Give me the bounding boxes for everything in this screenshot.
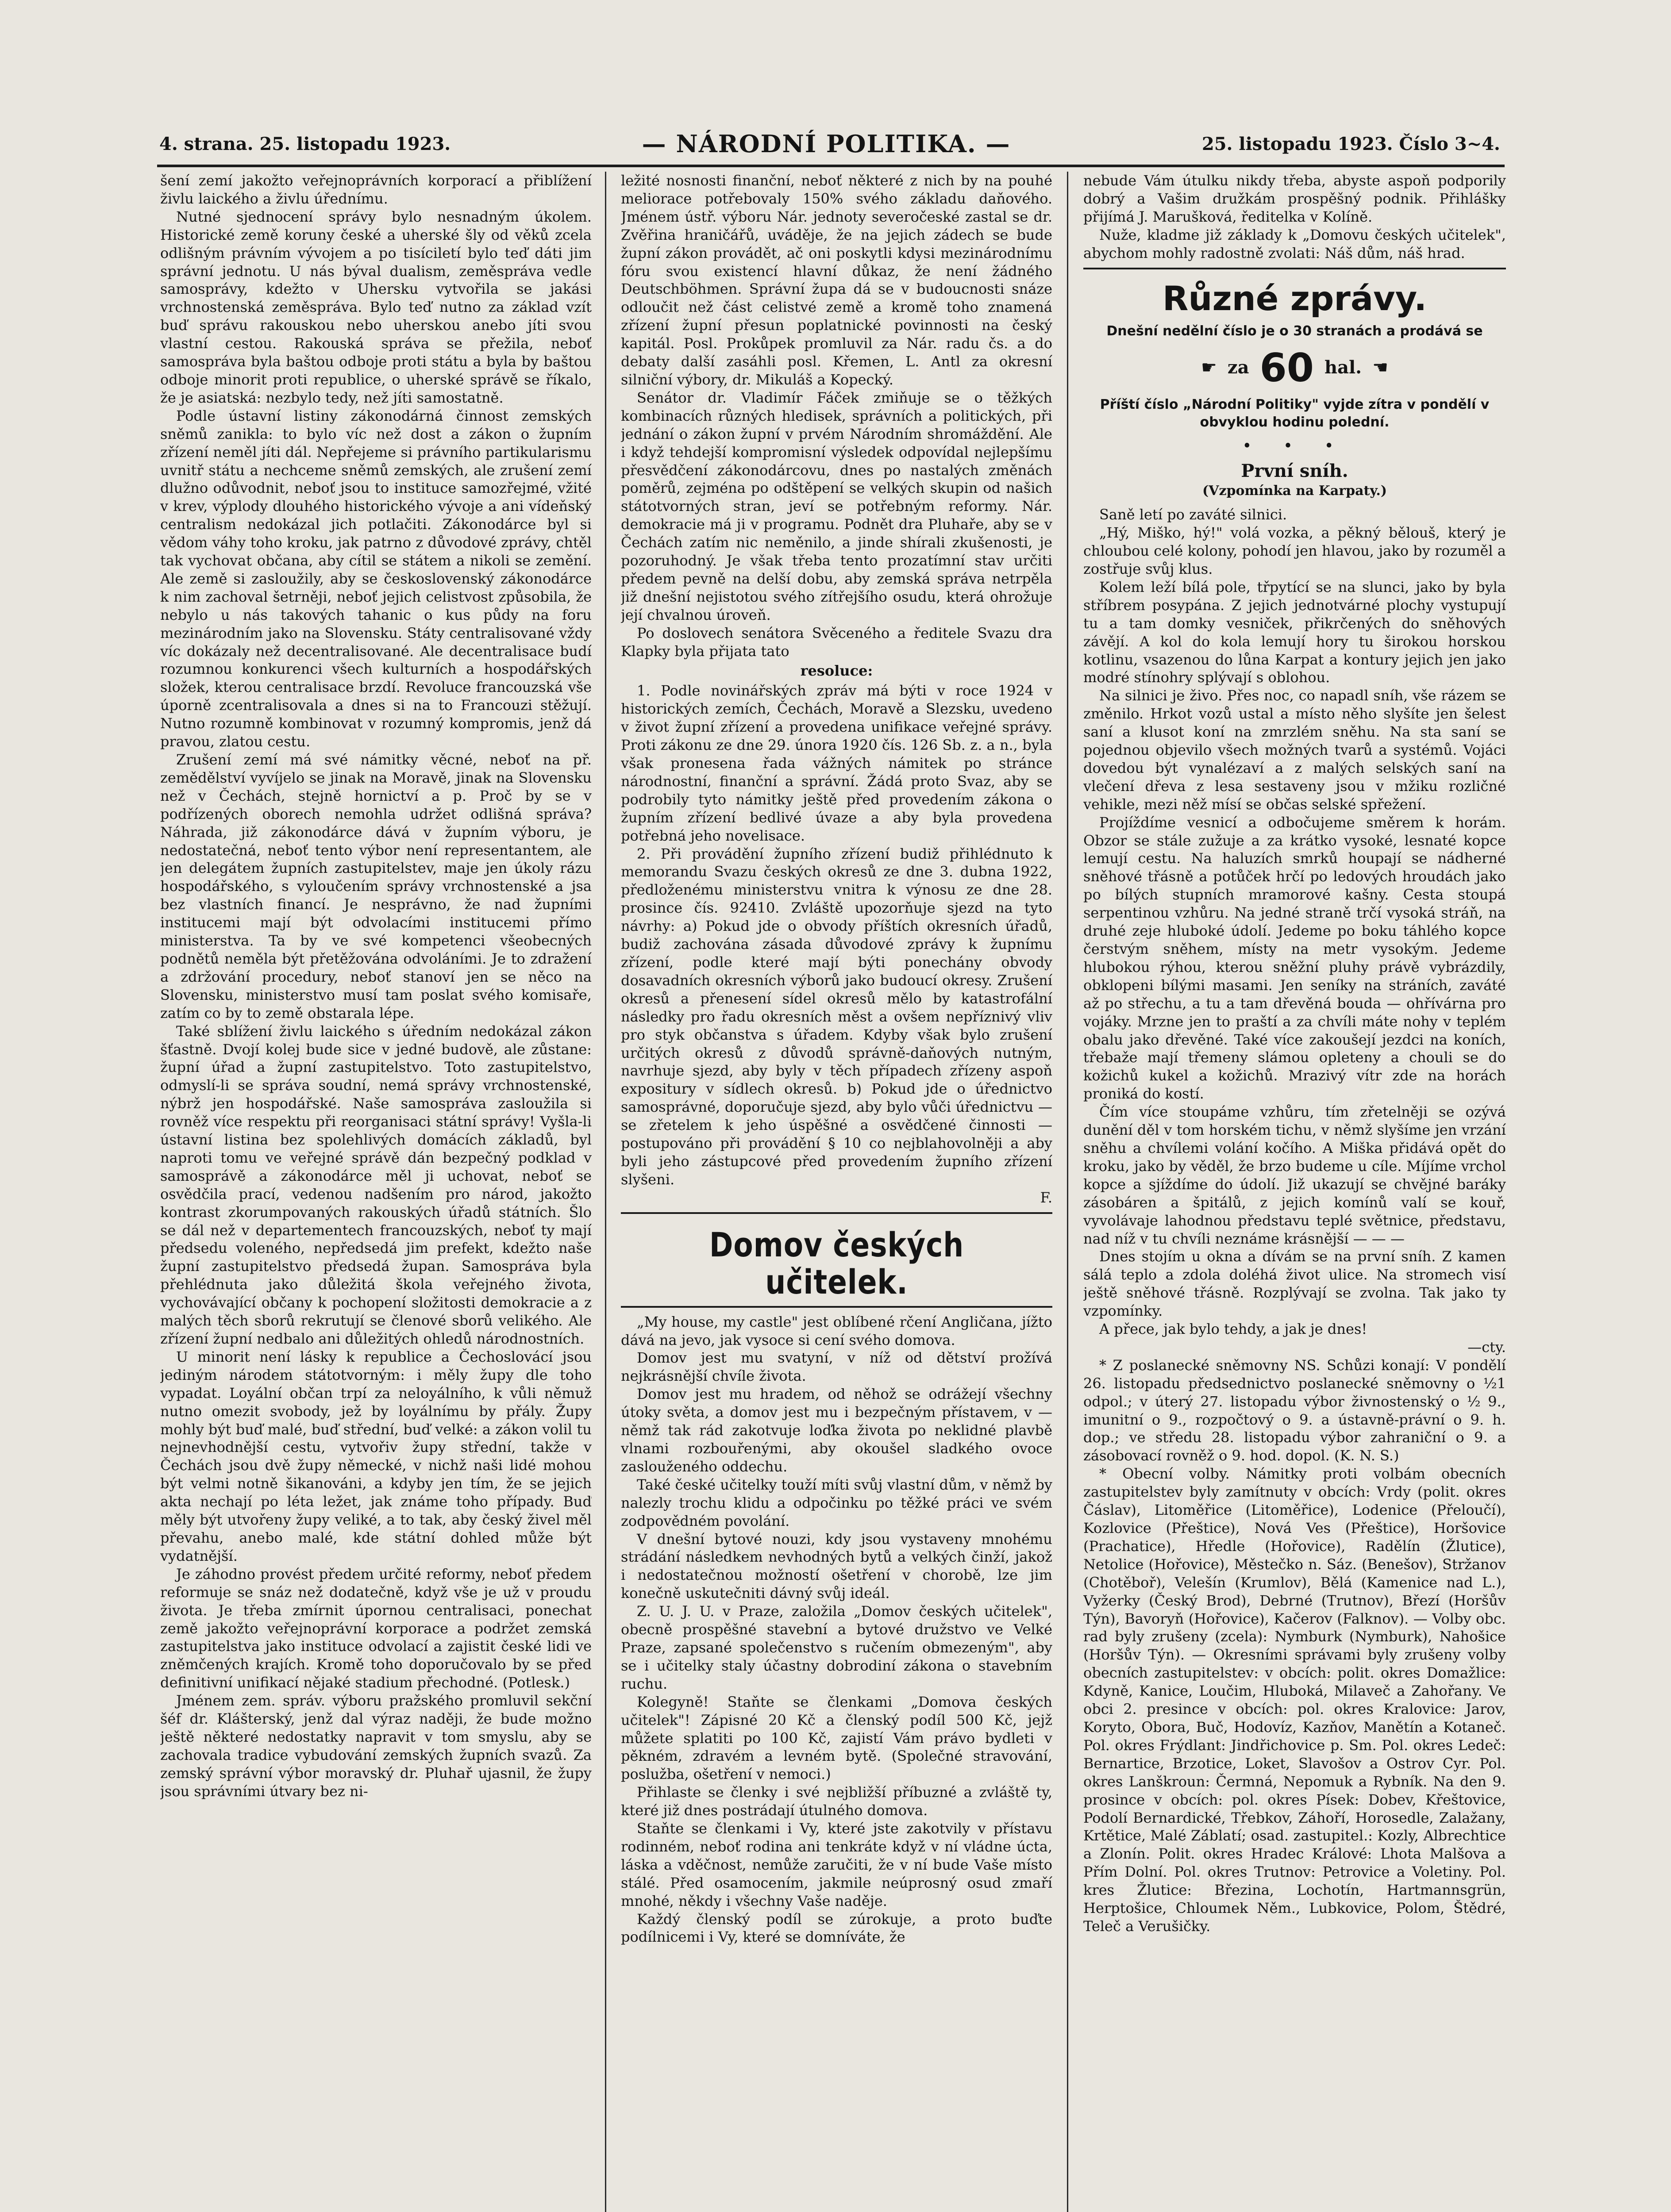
paragraph: U minorit není lásky k republice a Čechoslovácí jsou jediným národem státotvorným: i měly župy dle toho vypadat. Loyální občan trpí za neloyálního, k vůli němuž nutno omezit svobody, jež by loyálnímu by přály. Župy mohly být buď malé, buď střední, buď velké: a zákon volil tu nejnevhodnější cestu, vytvořiv župy střední, takže v Čechách jsou dvě župy německé, v nichž naši lidé mohou být velmi notně šikanováni, a kdyby jen tím, že se jejich akta nechají po léta ležet, jak známe toho případy. Buď měly být utvořeny župy veliké, a to tak, aby český živel měl převahu, anebo malé, kde státní dohled může být vydatnější. <box>160 1348 592 1564</box>
pointing-hand-icon: ☚ <box>1372 357 1388 378</box>
paragraph: Dnes stojím u okna a dívám se na první sníh. Z kamen sálá teplo a zdola doléhá život ulice. Na stromech visí ještě sněhové třásně. Rozplývají se zvolna. Tak jako ty vzpomínky. <box>1083 1248 1506 1320</box>
paragraph: Po doslovech senátora Svěceného a ředitele Svazu dra Klapky byla přijata tato <box>621 624 1052 660</box>
paragraph: Na silnici je živo. Přes noc, co napadl sníh, vše rázem se změnilo. Hrkot vozů ustal a místo něho slyšíte jen šelest saní a klusot koní na zmrzlém sněhu. Na sta saní se pojednou objevilo všech možných tvarů a systémů. Vojáci dovedou být vynalézaví a z malých selských saní na vlečení dřeva z lesa sestaveny jsou v mžiku rozličné vehikle, mezi něž mísí se občas selské spřežení. <box>1083 687 1506 813</box>
signature: —cty. <box>1467 1338 1506 1356</box>
paragraph: ležité nosnosti finanční, neboť některé z nich by na pouhé meliorace potřebovaly 150% svého základu daňového. Jménem ústř. výboru Nár. jednoty severočeské zastal se dr. Zvěřina hraničářů, uváděje, že na jejich zádech se bude župní zákon provádět, ač oni poskytli kdysi mezinárodnímu fóru svou existencí hlavní důkaz, že není žádného Deutschböhmen. Správní župa dá se v budoucnosti snáze odloučit než část celistvé země a kromě toho znamená zřízení župní přesun poplatnické povinnosti na český kapitál. Posl. Prokůpek promluvil za Nár. radu čs. a do debaty další zasáhli posl. Křemen, L. Antl za okresní silniční výbory, dr. Mikuláš a Kopecký. <box>621 172 1052 388</box>
section-heading: Různé zprávy. <box>1162 278 1427 318</box>
paragraph: Čím více stoupáme vzhůru, tím zřetelněji se ozývá dunění děl v tom horském tichu, v němž slyšíme jen vrzání sněhu a chvílemi volání kočího. A Miška přidává opět do kroku, jako by věděl, že brzo budeme u cíle. Míjíme vrchol kopce a sjíždíme do údolí. Již ukazují se chvějné baráky zásobáren a špitálů, z jejich komínů valí se kouř, vyvolávaje lahodnou představu teplé světnice, představu, nad níž v tu chvíli neznáme krásnější — — — <box>1083 1103 1506 1247</box>
section-title: Domov českých učitelek. <box>709 1225 964 1302</box>
column-1 <box>160 172 592 2212</box>
section-rule <box>621 1306 1052 1308</box>
paragraph: Senátor dr. Vladimír Fáček zmiňuje se o těžkých kombinacích různých hledisek, správních a politických, při jednání o zákon župní v prvém Národním shromáždění. Ale i když tehdejší kompromisní výsledek odpovídal nejlepšímu přesvědčení zákonodárcovu, dnes po nastalých změnách poměrů, zejména po odštěpení se velkých skupin od našich státotvorných stran, jeví se potřebným reformy. Nár. demokracie má ji v programu. Podnět dra Pluhaře, aby se v Čechách zatím nic neměnilo, a jinde shírali zkušenosti, je pozoruhodný. Je však třeba tento prozatímní stav určiti předem pevně na delší dobu, aby zemská správa netrpěla již dnešní nejistotou svého zítřejšího osudu, která ohrožuje její chvalnou úroveň. <box>621 389 1052 623</box>
next-issue-notice: Příští číslo „Národní Politiky" vyjde zítra v pondělí v obvyklou hodinu polední. <box>1100 396 1490 430</box>
paragraph: Také české učitelky touží míti svůj vlastní dům, v němž by nalezly trochu klidu a odpočinku po těžké práci ve svém zodpovědném povolání. <box>621 1476 1052 1529</box>
paragraph: nebude Vám útulku nikdy třeba, abyste aspoň podporily dobrý a Vašim družkám prospěšný podnik. Přihlášky přijímá J. Marušková, ředitelka v Kolíně. <box>1083 172 1506 225</box>
paragraph: Staňte se členkami i Vy, které jste zakotvily v přístavu rodinném, neboť rodina ani tenkráte když v ní vládne úcta, láska a vděčnost, nemůže zaručiti, že v ní bude Vaše místo stálé. Před osamocením, jakmile neúprosný osud zmaří mnohé, někdy i všechny Vaše naděje. <box>621 1820 1052 1909</box>
paragraph: Také sblížení živlu laického s úředním nedokázal zákon šťastně. Dvojí kolej bude sice v jedné budově, ale zůstane: župní úřad a župní zastupitelstvo. Toto zastupitelstvo, odmyslí-li se správa soudní, nemá správy vrchnostenské, nýbrž jen hospodářské. Naše samospráva zasloužila si rovněž více respektu při reorganisaci státní správy! Vyšla-li ústavní listina bez spolehlivých domácích základů, byl naproti tomu ve veřejné správě dán bezpečný podklad v samosprávě a zákonodárce měl ji uchovat, neboť se osvědčila prací, vedenou nadšením pro národ, jakožto kontrast zkorumpovaných rakouských úřadů státních. Šlo se dál než v departementech francouzských, neboť ty mají předsedu voleného, nepředsedá jim prefekt, kdežto naše župní zastupitelstvo předsedá župan. Samospráva byla přehlédnuta jako důležitá škola veřejného života, vychovávající občany k pochopení složitosti demokracie a z malých těch sborů rekrutují se členové sborů velikého. Ale zřízení župní nedbalo ani důležitých ohledů národnostních. <box>160 1022 592 1347</box>
article-title: První sníh. <box>1241 461 1348 482</box>
paragraph: Kolem leží bílá pole, třpytící se na slunci, jako by byla stříbrem posypána. Z jejich jednotvárné plochy vystupují tu a tam domky vesniček, přikrčených do sněhových závějí. A kol do kola lemují hory tu širokou horskou kotlinu, vsazenou do lůna Karpat a kontury jejich jen jako modré stínohry splývají s oblohou. <box>1083 578 1506 686</box>
price-line <box>1083 345 1506 391</box>
separator-dots: • • • <box>1242 437 1347 455</box>
paragraph: Nutné sjednocení správy bylo nesnadným úkolem. Historické země koruny české a uherské šly od věků zcela odlišným právním vývojem a po tisíciletí bylo teď dáti jim správní jednotu. U nás býval dualism, zeměspráva vedle samosprávy, kdežto v Uhersku vytvořila se jakási vrchnostenská zeměspráva. Bylo teď nutno za základ vzít buď správu rakouskou nebo uherskou anebo jíti svou vlastní cestou. Rakouská správa se přežila, neboť samospráva byla baštou odboje proti státu a byla by baštou odboje minorit proti republice, o uherské správě se říkalo, že je asiatská: nezbylo tedy, než jíti samostatně. <box>160 208 592 406</box>
paragraph: A přece, jak bylo tehdy, a jak je dnes! <box>1099 1321 1367 1338</box>
paragraph: Projíždíme vesnicí a odbočujeme směrem k horám. Obzor se stále zužuje a za krátko vysoké, lesnaté kopce lemují cestu. Na haluzích smrků houpají se nádherné sněhové třásně a potůček hrčí po ledových hroudách jako po bílých stupních mramorové kašny. Cesta stoupá serpentinou vzhůru. Na jedné straně trčí vysoká stráň, na druhé zeje hluboké údolí. Jedeme po boku táhlého kopce čerstvým sněhem, místy na metr vysokým. Jedeme hlubokou rýhou, kterou sněžní pluhy právě vybrázdily, obklopeni bílými masami. Jen seníky na stráních, zaváté až po střechu, a tu a tam dřevěná bouda — ohřívárna pro vojáky. Mrzne jen to praští a za chvíli máte nohy v teplém obalu jako dřevěné. Také více zakoušejí jezdci na koních, třebaže mají třemeny slámou opleteny a chouli se do kožichů kukel a kožichů. Mrazivý vítr zde na horách proniká do kostí. <box>1083 814 1506 1102</box>
paragraph: Zrušení zemí má své námitky věcné, neboť na př. zemědělství vyvíjelo se jinak na Moravě, jinak na Slovensku než v Čechách, stejně hornictví a p. Proč by se v podřízených oborech nemohla udržet odlišná správa? Náhrada, již zákonodárce dává v župním výboru, je nedostatečná, neboť tento výbor není representantem, ale jen delegátem župních zastupitelstev, maje jen úkoly rázu hospodářského, s vyloučením správy vrchnostenské a jsa bez vlastních financí. Je nesprávno, že nad župními institucemi mají být odvolacími institucemi přímo ministerstva. Ta by ve své kompetenci všeobecných podnětů neměla být přetěžována odvoláními. Je to zdražení a zdržování procedury, neboť stanoví jen se něco na Slovensku, ministerstvo musí tam poslat svého komisaře, zatím co by to země obstarala lépe. <box>160 751 592 1022</box>
paragraph: Saně letí po zaváté silnici. <box>1099 506 1287 523</box>
masthead <box>159 128 1500 159</box>
section-rule <box>621 1212 1052 1214</box>
column-divider <box>1067 172 1068 2212</box>
column-3 <box>1083 172 1506 2212</box>
paragraph: Z. U. J. U. v Praze, založila „Domov českých učitelek", obecně prospěšné stavební a bytové družstvo ve Velké Praze, zapsané společenstvo s ručením obmezeným", aby se i učitelky staly účastny dobrodiní zákona o stavebním ruchu. <box>621 1603 1052 1692</box>
newspaper-title: — NÁRODNÍ POLITIKA. — <box>642 130 1011 158</box>
resolution-label: resoluce: <box>800 662 873 680</box>
price-prefix: za <box>1227 357 1249 378</box>
paragraph: * Obecní volby. Námitky proti volbám obecních zastupitelstev byly zamítnuty v obcích: Vrdy (polit. okres Čáslav), Litoměřice (Litoměřice), Lodenice (Přeloučí), Kozlovice (Přeštice), Nová Ves (Přeštice), Horšovice (Prachatice), Hředle (Hořovice), Radělín (Žlutice), Netolice (Hořovice), Městečko n. Sáz. (Benešov), Stržanov (Chotěboř), Velešín (Krumlov), Bělá (Kamenice nad L.), Vyžerky (Český Brod), Debrné (Trutnov), Březí (Horšův Týn), Bavoryň (Hořovice), Kačerov (Falknov). — Volby obc. rad byly zrušeny (zcela): Nymburk (Nymburk), Nahošice (Horšův Týn). — Okresními správami byly zrušeny volby obecních zastupitelstev: v obcích: polit. okres Domažlice: Kdyně, Kanice, Loučim, Hluboká, Milaveč a Zahořany. Ve obci 2. presince v obcích: pol. okres Kralovice: Jarov, Koryto, Obora, Buč, Hodovíz, Kazňov, Manětín a Kotaneč. Pol. okres Frýdlant: Jindřichovice p. Sm. Pol. okres Ledeč: Bernartice, Brzotice, Loket, Slavošov a Ostrov Cyr. Pol. okres Lanškroun: Čermná, Nepomuk a Rybník. Na den 9. prosince v obcích: pol. okres Písek: Dobev, Křeštovice, Podolí Bernardické, Třebkov, Záhoří, Horosedle, Zalažany, Krtětice, Malé Záblatí; osad. zastupitel.: Kozly, Albrechtice a Zlonín. Polit. okres Hradec Králové: Lhota Malšova a Přím Dolní. Pol. okres Trutnov: Petrovice a Voletiny. Pol. kres Žlutice: Březina, Lochotín, Hartmannsgrün, Herptošice, Chloumek Něm., Lubkovice, Polom, Štědré, Teleč a Verušičky. <box>1083 1465 1506 1935</box>
paragraph: Je záhodno provést předem určité reformy, neboť předem reformuje se snáz než dodatečně, když vše je už v proudu života. Je třeba zmírnit úpornou centralisaci, ponechat země jakožto veřejnoprávní korporace a podržet zemská zastupitelstva jako instituce odvolací a zajistit české lidi ve zněmčených krajích. Kromě toho doporučovalo by se před definitivní unifikací nějaké stadium přechodné. (Potlesk.) <box>160 1565 592 1691</box>
paragraph: šení zemí jakožto veřejnoprávních korporací a přiblížení živlu laického a živlu úřednímu. <box>160 172 592 207</box>
paragraph: Domov jest mu svatyní, v níž od dětství prožívá nejkrásnější chvíle života. <box>621 1349 1052 1385</box>
paragraph: Přihlaste se členky i své nejbližší příbuzné a zvláště ty, které již dnes postrádají útulného domova. <box>621 1784 1052 1819</box>
paragraph: V dnešní bytové nouzi, kdy jsou vystaveny mnohému strádání následkem nevhodných bytů a velkých činží, jakož i nedostatečnou možností ošetření v chorobě, lze jim konečně uskutečniti dávný svůj ideál. <box>621 1530 1052 1602</box>
header-left: 4. strana. 25. listopadu 1923. <box>159 133 451 154</box>
header-right: 25. listopadu 1923. Číslo 3~4. <box>1201 133 1500 154</box>
price-value: 60 <box>1259 345 1314 391</box>
paragraph: 1. Podle novinářských zpráv má býti v roce 1924 v historických zemích, Čechách, Moravě a Slezsku, uvedeno v život župní zřízení a provedena unifikace veřejné správy. Proti zákonu ze dne 29. února 1920 čís. 126 Sb. z. a n., byla však pronesena řada vážných námitek po stránce národnostní, finanční a správní. Žádá proto Svaz, aby se podrobily tyto námitky ještě před provedením zákona o župním zřízení bedlivé úvaze a aby byla provedena potřebná jeho novelisace. <box>621 682 1052 844</box>
paragraph: * Z poslanecké sněmovny NS. Schůzi konají: V pondělí 26. listopadu předsednictvo poslanecké sněmovny o ½1 odpol.; v úterý 27. listopadu výbor živnostenský o ½ 9., imunitní o 9., rozpočtový o 9. a ústavně-právní o 9. h. dop.; ve středu 28. listopadu výbor zahraniční o 9. a zásobovací rovněž o 9. hod. dopol. (K. N. S.) <box>1083 1356 1506 1464</box>
paragraph: Nuže, kladme již základy k „Domovu českých učitelek", abychom mohly radostně zvolati: Náš dům, náš hrad. <box>1083 226 1506 261</box>
article-subtitle: (Vzpomínka na Karpaty.) <box>1202 483 1387 499</box>
price-unit: hal. <box>1324 357 1362 378</box>
signature: F. <box>1040 1189 1052 1206</box>
paragraph: „My house, my castle" jest oblíbené rčení Angličana, jížto dává na jevo, jak vysoce si cení svého domova. <box>621 1313 1052 1348</box>
column-2 <box>621 172 1052 2212</box>
header-rule <box>157 165 1505 167</box>
paragraph: Každý členský podíl se zúrokuje, a proto buďte podílnicemi i Vy, které se domníváte, že <box>621 1910 1052 1946</box>
paragraph: Podle ústavní listiny zákonodárná činnost zemských sněmů zanikla: to bylo víc než dost a zákon o župním zřízení neměl jíti dál. Nepřejeme si právního partikularismu uvnitř státu a nechceme sněmů zemských, ale zrušení zemí dlužno odůvodnit, neboť jsou to instituce samozřejmé, vžité v krev, výplody dlouhého historického vývoje a ani vídeňský centralism nedokázal jich potlačiti. Zákonodárce byl si vědom váhy toho kroku, jak patrno z důvodové zprávy, chtěl tak vychovat občana, aby cítil se státem a nikoli se zemění. Ale země si zasloužily, aby se československý zákonodárce k nim zachoval šetrněji, neboť jejich celistvost způsobila, že nebylo u nás takových tahanic o kus půdy na foru mezinárodním jako na Slovensku. Státy centralisované vždy víc dokázaly než decentralisované. Ale decentralisace budí rozumnou konkurenci všech kulturních a hospodářských složek, kterou centralisace brzdí. Revoluce francouzská vše úporně zcentralisovala a dnes si na to Francouzi stěžují. Nutno rozumně kombinovat v rozumný kompromis, jenž dá pravou, zlatou cestu. <box>160 407 592 750</box>
paragraph: Kolegyně! Staňte se členkami „Domova českých učitelek"! Zápisné 20 Kč a členský podíl 500 Kč, jejž můžete splatiti po 100 Kč, zajistí Vám právo bydleti v pěkném, zdravém a levném bytě. (Společné stravování, poslužba, ošetření v nemoci.) <box>621 1693 1052 1783</box>
paragraph: Domov jest mu hradem, od něhož se odrážejí všechny útoky světa, a domov jest mu i bezpečným přístavem, v — němž tak rád zakotvuje loďka života po neklidné plavbě vlnami rozbouřenými, aby okoušel sladkého ovoce zaslouženého oddechu. <box>621 1386 1052 1475</box>
paragraph: 2. Při provádění župního zřízení budiž přihlédnuto k memorandu Svazu českých okresů ze dne 3. dubna 1922, předloženému ministerstvu vnitra k výnosu ze dne 28. prosince čís. 92410. Zvláště upozorňuje sjezd na tyto návrhy: a) Pokud jde o obvody příštích okresních úřadů, budiž zachována zásada důvodové zprávy k župnímu zřízení, podle které mají býti ponechány obvody dosavadních okresních výborů jako budoucí okresy. Zrušení okresů a přenesení sídel okresů mělo by katastrofální následky pro řadu okresních měst a ovšem nepříznivý vliv pro styk občanstva s úřadem. Kdyby však bylo zrušení určitých okresů z důvodů správně-daňových nutným, navrhuje sjezd, aby byly v těch případech zřízeny aspoň expositury v sídlech okresů. b) Pokud jde o úřednictvo samosprávné, doporučuje sjezd, aby bylo vůči úřednictvu — se zřetelem k jeho úspěšné a osvědčené činnosti — postupováno při provádění § 10 co nejblahovolněji a aby byli jeho zástupcové před provedením župního zřízení slyšeni. <box>621 845 1052 1188</box>
section-rule <box>1083 268 1506 269</box>
column-divider <box>605 172 606 2212</box>
pointing-hand-icon: ☛ <box>1201 357 1217 378</box>
issue-notice: Dnešní nedělní číslo je o 30 stranách a prodává se <box>1106 323 1483 339</box>
paragraph: „Hý, Miško, hý!" volá vozka, a pěkný bělouš, který je chloubou celé kolony, pohodí jen hlavou, jako by rozuměl a zostřuje svůj klus. <box>1083 524 1506 577</box>
paragraph: Jménem zem. správ. výboru pražského promluvil sekční šéf dr. Klášterský, jenž dal výraz naději, že bude možno ještě některé nedostatky napravit v tom smyslu, aby se zachovala tradice vybudování zemských župních svazů. Za zemský správní výbor moravský dr. Pluhař ujasnil, že župy jsou správními útvary bez ni- <box>160 1692 592 1800</box>
